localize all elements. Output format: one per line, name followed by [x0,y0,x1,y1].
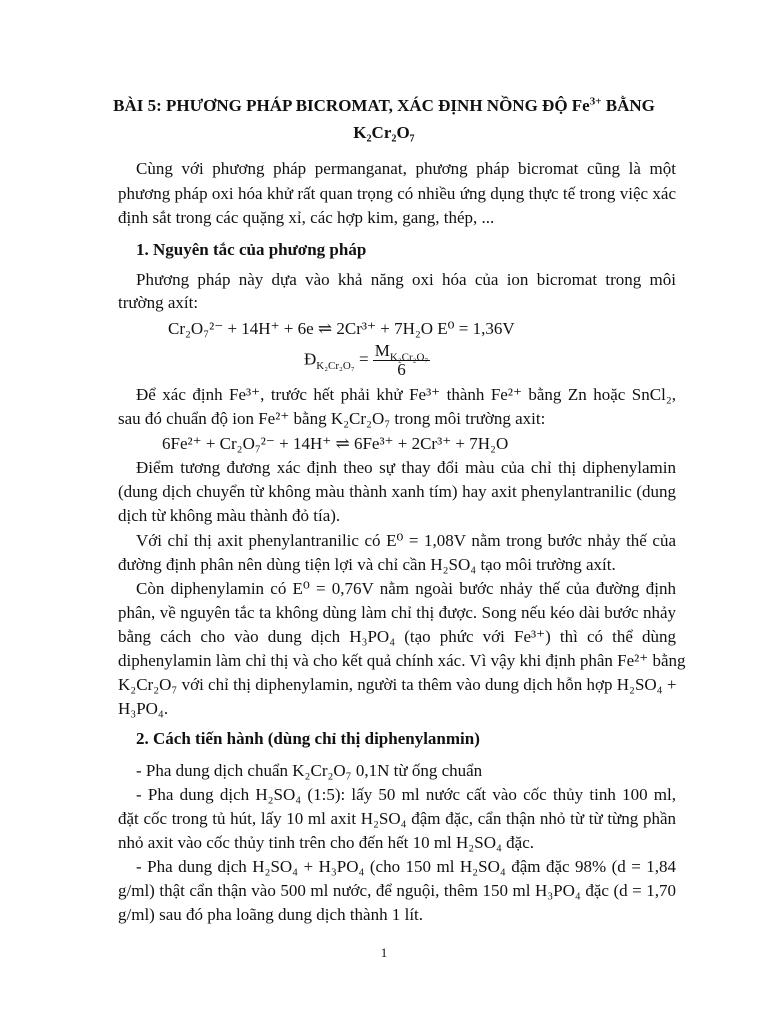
list-item: - Pha dung dịch chuẩn K₂Cr₂O₇ 0,1N từ ống chuẩn [136,761,483,780]
paragraph-line: dịch từ không màu thành đỏ tía). [118,506,341,525]
paragraph-line: phân, về nguyên tắc ta không dùng làm chỉ thị được. Song nếu kéo dài bước nhảy [118,603,676,622]
title-line-2: K₂Cr₂O₇ [353,123,415,142]
paragraph-line: đường định phân nên dùng tiện lợi và chỉ cần H₂SO₄ tạo môi trường axít. [118,555,616,574]
intro-line: định sắt trong các quặng xỉ, các hợp kim, gang, thép, ... [118,208,495,227]
paragraph-line: sau đó chuẩn độ ion Fe²⁺ bằng K₂Cr₂O₇ trong môi trường axit: [118,409,546,428]
list-item: nhỏ axit vào cốc thủy tinh trên cho đến hết 10 ml H₂SO₄ đặc. [118,833,534,852]
intro-line: phương pháp oxi hóa khử rất quan trọng có nhiều ứng dụng thực tế trong việc xác [118,184,676,203]
paragraph-line: Với chỉ thị axit phenylantranilic có E⁰ = 1,08V nằm trong bước nhảy thế của [136,531,676,550]
paragraph-line: diphenylamin làm chỉ thị và cho kết quả chính xác. Vì vậy khi định phân Fe²⁺ bằng [118,651,686,670]
paragraph-line: Điểm tương đương xác định theo sự thay đổi màu của chỉ thị diphenylamin [136,458,676,477]
intro-line: Cùng với phương pháp permanganat, phương pháp bicromat cũng là một [136,159,676,178]
list-item: đặt cốc trong tủ hút, lấy 10 ml axit H₂SO₄ đậm đặc, cẩn thận nhỏ từ từ từng phần [118,809,676,828]
list-item: g/ml) thật cẩn thận vào 500 ml nước, để nguội, thêm 150 ml H₃PO₄ đặc (d = 1,70 [118,881,676,900]
paragraph-line: Còn diphenylamin có E⁰ = 0,76V nằm ngoài bước nhảy thế của đường định [136,579,676,598]
paragraph-line: H₃PO₄. [118,699,169,718]
paragraph-line: bằng cách cho vào dung dịch H₃PO₄ (tạo phức với Fe³⁺) thì có thể dùng [118,627,676,646]
paragraph-line: K₂Cr₂O₇ với chỉ thị diphenylamin, người ta thêm vào dung dịch hỗn hợp H₂SO₄ + [118,675,677,694]
page-number: 1 [380,945,388,960]
section-1-heading: 1. Nguyên tắc của phương pháp [136,240,367,259]
equivalent-fraction: $\frac{M_{K_2Cr_2O_7}}{6}$ [374,341,429,379]
equation-half-reaction: Cr₂O₇²⁻ + 14H⁺ + 6e ⇌ 2Cr³⁺ + 7H₂O E⁰ = 1,36V [168,319,515,338]
title-line-1: BÀI 5: PHƯƠNG PHÁP BICROMAT, XÁC ĐỊNH NỒNG ĐỘ $Fe^{3+}$ BẰNG [113,95,655,115]
list-item: - Pha dung dịch H₂SO₄ + H₃PO₄ (cho 150 ml H₂SO₄ đậm đặc 98% (d = 1,84 [136,857,676,876]
equation-titration: 6Fe²⁺ + Cr₂O₇²⁻ + 14H⁺ ⇌ 6Fe³⁺ + 2Cr³⁺ + 7H₂O [162,434,509,453]
list-item: g/ml) sau đó pha loãng dung dịch thành 1 lít. [118,905,424,924]
list-item: - Pha dung dịch H₂SO₄ (1:5): lấy 50 ml nước cất vào cốc thủy tinh 100 ml, [136,785,676,804]
paragraph-line: Phương pháp này dựa vào khả năng oxi hóa của ion bicromat trong môi [136,270,676,289]
paragraph-line: Để xác định Fe³⁺, trước hết phải khử Fe³⁺ thành Fe²⁺ bằng Zn hoặc SnCl₂, [136,385,676,404]
paragraph-line: trường axít: [118,293,199,312]
section-2-heading: 2. Cách tiến hành (dùng chỉ thị diphenylanmin) [136,729,480,748]
paragraph-line: (dung dịch chuyển từ không màu thành xanh tím) hay axit phenylantranilic (dung [118,482,676,501]
equation-equivalent: $Đ_{K_2Cr_2O_7}$ = $\frac{M_{K_2Cr_2O_7}}{6}$ [304,341,429,379]
